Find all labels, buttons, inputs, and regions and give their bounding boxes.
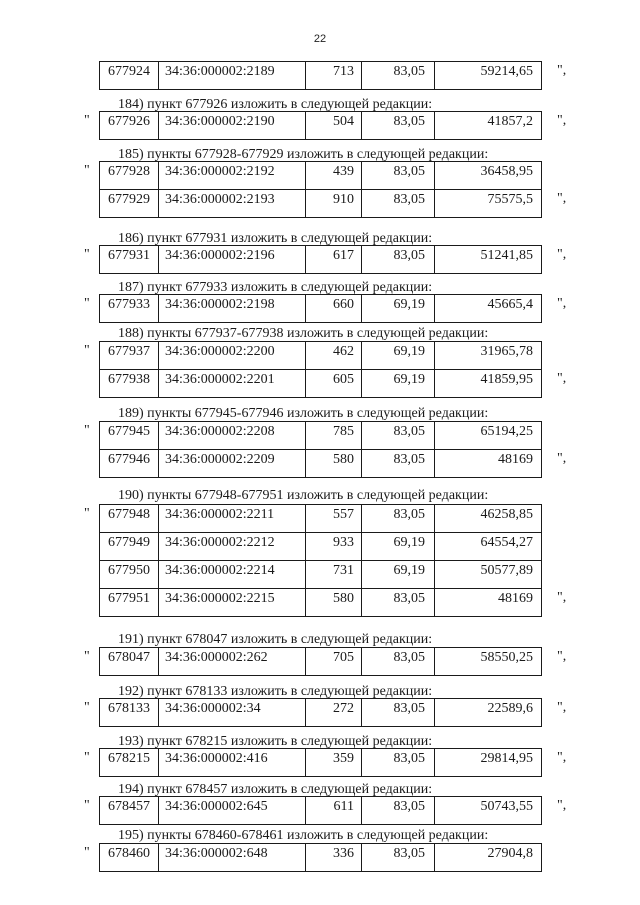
cadastral-number-cell: 34:36:000002:262 <box>159 648 306 676</box>
amount-cell: 65194,25 <box>435 422 542 450</box>
amendment-heading: 190) пункты 677948-677951 изложить в следующей редакции: <box>118 488 489 503</box>
rate-cell: 83,05 <box>362 699 435 727</box>
page-number: 22 <box>313 33 327 45</box>
cadastral-number-cell: 34:36:000002:34 <box>159 699 306 727</box>
amendment-heading: 187) пункт 677933 изложить в следующей редакции: <box>118 280 433 295</box>
item-number-cell: 678457 <box>100 797 159 825</box>
area-cell: 462 <box>306 342 362 370</box>
amount-cell: 45665,4 <box>435 295 542 323</box>
table-row <box>100 505 542 533</box>
item-number-cell: 677929 <box>100 190 159 218</box>
amendment-table <box>99 698 542 727</box>
area-cell: 660 <box>306 295 362 323</box>
rate-cell: 69,19 <box>362 342 435 370</box>
cadastral-number-cell: 34:36:000002:645 <box>159 797 306 825</box>
amount-cell: 27904,8 <box>435 844 542 872</box>
area-cell: 580 <box>306 589 362 617</box>
amendment-table <box>99 341 542 398</box>
item-number-cell: 678133 <box>100 699 159 727</box>
area-cell: 580 <box>306 450 362 478</box>
table-row <box>100 797 542 825</box>
opening-quote: " <box>84 247 90 262</box>
closing-quote: ", <box>557 191 567 206</box>
opening-quote: " <box>84 700 90 715</box>
area-cell: 705 <box>306 648 362 676</box>
cadastral-number-cell: 34:36:000002:2215 <box>159 589 306 617</box>
amendment-table <box>99 294 542 323</box>
rate-cell: 83,05 <box>362 589 435 617</box>
item-number-cell: 678215 <box>100 749 159 777</box>
amendment-heading: 192) пункт 678133 изложить в следующей редакции: <box>118 684 433 699</box>
item-number-cell: 677948 <box>100 505 159 533</box>
closing-quote: ", <box>557 700 567 715</box>
amount-cell: 59214,65 <box>435 62 542 90</box>
amendment-heading: 186) пункт 677931 изложить в следующей редакции: <box>118 231 433 246</box>
rate-cell: 83,05 <box>362 190 435 218</box>
amendment-table <box>99 111 542 140</box>
amendment-table <box>99 245 542 274</box>
item-number-cell: 677928 <box>100 162 159 190</box>
table-row <box>100 162 542 190</box>
closing-quote: ", <box>557 649 567 664</box>
table-row <box>100 295 542 323</box>
amount-cell: 46258,85 <box>435 505 542 533</box>
table-row <box>100 561 542 589</box>
amount-cell: 48169 <box>435 450 542 478</box>
rate-cell: 83,05 <box>362 749 435 777</box>
rate-cell: 83,05 <box>362 505 435 533</box>
cadastral-number-cell: 34:36:000002:2196 <box>159 246 306 274</box>
rate-cell: 69,19 <box>362 295 435 323</box>
cadastral-number-cell: 34:36:000002:2200 <box>159 342 306 370</box>
amount-cell: 58550,25 <box>435 648 542 676</box>
table-row <box>100 589 542 617</box>
amendment-table <box>99 748 542 777</box>
amount-cell: 29814,95 <box>435 749 542 777</box>
item-number-cell: 677933 <box>100 295 159 323</box>
amount-cell: 36458,95 <box>435 162 542 190</box>
item-number-cell: 677926 <box>100 112 159 140</box>
item-number-cell: 678460 <box>100 844 159 872</box>
amendment-table <box>99 161 542 218</box>
cadastral-number-cell: 34:36:000002:2192 <box>159 162 306 190</box>
amendment-heading: 191) пункт 678047 изложить в следующей редакции: <box>118 632 433 647</box>
rate-cell: 69,19 <box>362 561 435 589</box>
amount-cell: 50743,55 <box>435 797 542 825</box>
cadastral-number-cell: 34:36:000002:2201 <box>159 370 306 398</box>
amount-cell: 48169 <box>435 589 542 617</box>
rate-cell: 69,19 <box>362 370 435 398</box>
table-row <box>100 844 542 872</box>
amount-cell: 22589,6 <box>435 699 542 727</box>
item-number-cell: 677931 <box>100 246 159 274</box>
opening-quote: " <box>84 113 90 128</box>
amendment-heading: 194) пункт 678457 изложить в следующей редакции: <box>118 782 433 797</box>
closing-quote: ", <box>557 296 567 311</box>
closing-quote: ", <box>557 798 567 813</box>
area-cell: 557 <box>306 505 362 533</box>
rate-cell: 83,05 <box>362 797 435 825</box>
cadastral-number-cell: 34:36:000002:2209 <box>159 450 306 478</box>
item-number-cell: 677924 <box>100 62 159 90</box>
closing-quote: ", <box>557 590 567 605</box>
area-cell: 605 <box>306 370 362 398</box>
opening-quote: " <box>84 343 90 358</box>
area-cell: 617 <box>306 246 362 274</box>
opening-quote: " <box>84 649 90 664</box>
closing-quote: ", <box>557 451 567 466</box>
amendment-heading: 184) пункт 677926 изложить в следующей редакции: <box>118 97 433 112</box>
amount-cell: 41859,95 <box>435 370 542 398</box>
area-cell: 785 <box>306 422 362 450</box>
rate-cell: 83,05 <box>362 844 435 872</box>
area-cell: 359 <box>306 749 362 777</box>
amount-cell: 50577,89 <box>435 561 542 589</box>
table-row <box>100 370 542 398</box>
area-cell: 611 <box>306 797 362 825</box>
rate-cell: 83,05 <box>362 112 435 140</box>
opening-quote: " <box>84 163 90 178</box>
area-cell: 336 <box>306 844 362 872</box>
amount-cell: 75575,5 <box>435 190 542 218</box>
amendment-table <box>99 843 542 872</box>
opening-quote: " <box>84 506 90 521</box>
amendment-heading: 193) пункт 678215 изложить в следующей редакции: <box>118 734 433 749</box>
item-number-cell: 677951 <box>100 589 159 617</box>
cadastral-number-cell: 34:36:000002:2193 <box>159 190 306 218</box>
cadastral-number-cell: 34:36:000002:2189 <box>159 62 306 90</box>
table-row <box>100 699 542 727</box>
area-cell: 713 <box>306 62 362 90</box>
table-row <box>100 342 542 370</box>
table-row <box>100 112 542 140</box>
item-number-cell: 677937 <box>100 342 159 370</box>
amendment-table <box>99 647 542 676</box>
cadastral-number-cell: 34:36:000002:2190 <box>159 112 306 140</box>
cadastral-number-cell: 34:36:000002:2211 <box>159 505 306 533</box>
table-row <box>100 190 542 218</box>
table-row <box>100 422 542 450</box>
table-row <box>100 62 542 90</box>
table-row <box>100 450 542 478</box>
closing-quote: ", <box>557 247 567 262</box>
rate-cell: 83,05 <box>362 648 435 676</box>
closing-quote: ", <box>557 750 567 765</box>
area-cell: 272 <box>306 699 362 727</box>
closing-quote: ", <box>557 63 567 78</box>
table-row <box>100 533 542 561</box>
item-number-cell: 677949 <box>100 533 159 561</box>
opening-quote: " <box>84 296 90 311</box>
cadastral-number-cell: 34:36:000002:2212 <box>159 533 306 561</box>
opening-quote: " <box>84 845 90 860</box>
closing-quote: ", <box>557 371 567 386</box>
amendment-table <box>99 504 542 617</box>
area-cell: 439 <box>306 162 362 190</box>
amount-cell: 51241,85 <box>435 246 542 274</box>
amendment-table <box>99 61 542 90</box>
amendment-heading: 189) пункты 677945-677946 изложить в следующей редакции: <box>118 406 489 421</box>
amendment-table <box>99 421 542 478</box>
rate-cell: 83,05 <box>362 162 435 190</box>
item-number-cell: 677938 <box>100 370 159 398</box>
table-row <box>100 749 542 777</box>
item-number-cell: 678047 <box>100 648 159 676</box>
area-cell: 504 <box>306 112 362 140</box>
area-cell: 910 <box>306 190 362 218</box>
table-row <box>100 648 542 676</box>
item-number-cell: 677945 <box>100 422 159 450</box>
amendment-heading: 188) пункты 677937-677938 изложить в следующей редакции: <box>118 326 489 341</box>
rate-cell: 83,05 <box>362 62 435 90</box>
amendment-table <box>99 796 542 825</box>
cadastral-number-cell: 34:36:000002:416 <box>159 749 306 777</box>
cadastral-number-cell: 34:36:000002:2208 <box>159 422 306 450</box>
amount-cell: 41857,2 <box>435 112 542 140</box>
amount-cell: 31965,78 <box>435 342 542 370</box>
cadastral-number-cell: 34:36:000002:2198 <box>159 295 306 323</box>
cadastral-number-cell: 34:36:000002:648 <box>159 844 306 872</box>
amount-cell: 64554,27 <box>435 533 542 561</box>
area-cell: 933 <box>306 533 362 561</box>
table-row <box>100 246 542 274</box>
amendment-heading: 195) пункты 678460-678461 изложить в следующей редакции: <box>118 828 489 843</box>
opening-quote: " <box>84 798 90 813</box>
area-cell: 731 <box>306 561 362 589</box>
rate-cell: 83,05 <box>362 450 435 478</box>
amendment-heading: 185) пункты 677928-677929 изложить в следующей редакции: <box>118 147 489 162</box>
item-number-cell: 677946 <box>100 450 159 478</box>
closing-quote: ", <box>557 113 567 128</box>
item-number-cell: 677950 <box>100 561 159 589</box>
opening-quote: " <box>84 423 90 438</box>
opening-quote: " <box>84 750 90 765</box>
rate-cell: 83,05 <box>362 422 435 450</box>
rate-cell: 69,19 <box>362 533 435 561</box>
rate-cell: 83,05 <box>362 246 435 274</box>
cadastral-number-cell: 34:36:000002:2214 <box>159 561 306 589</box>
